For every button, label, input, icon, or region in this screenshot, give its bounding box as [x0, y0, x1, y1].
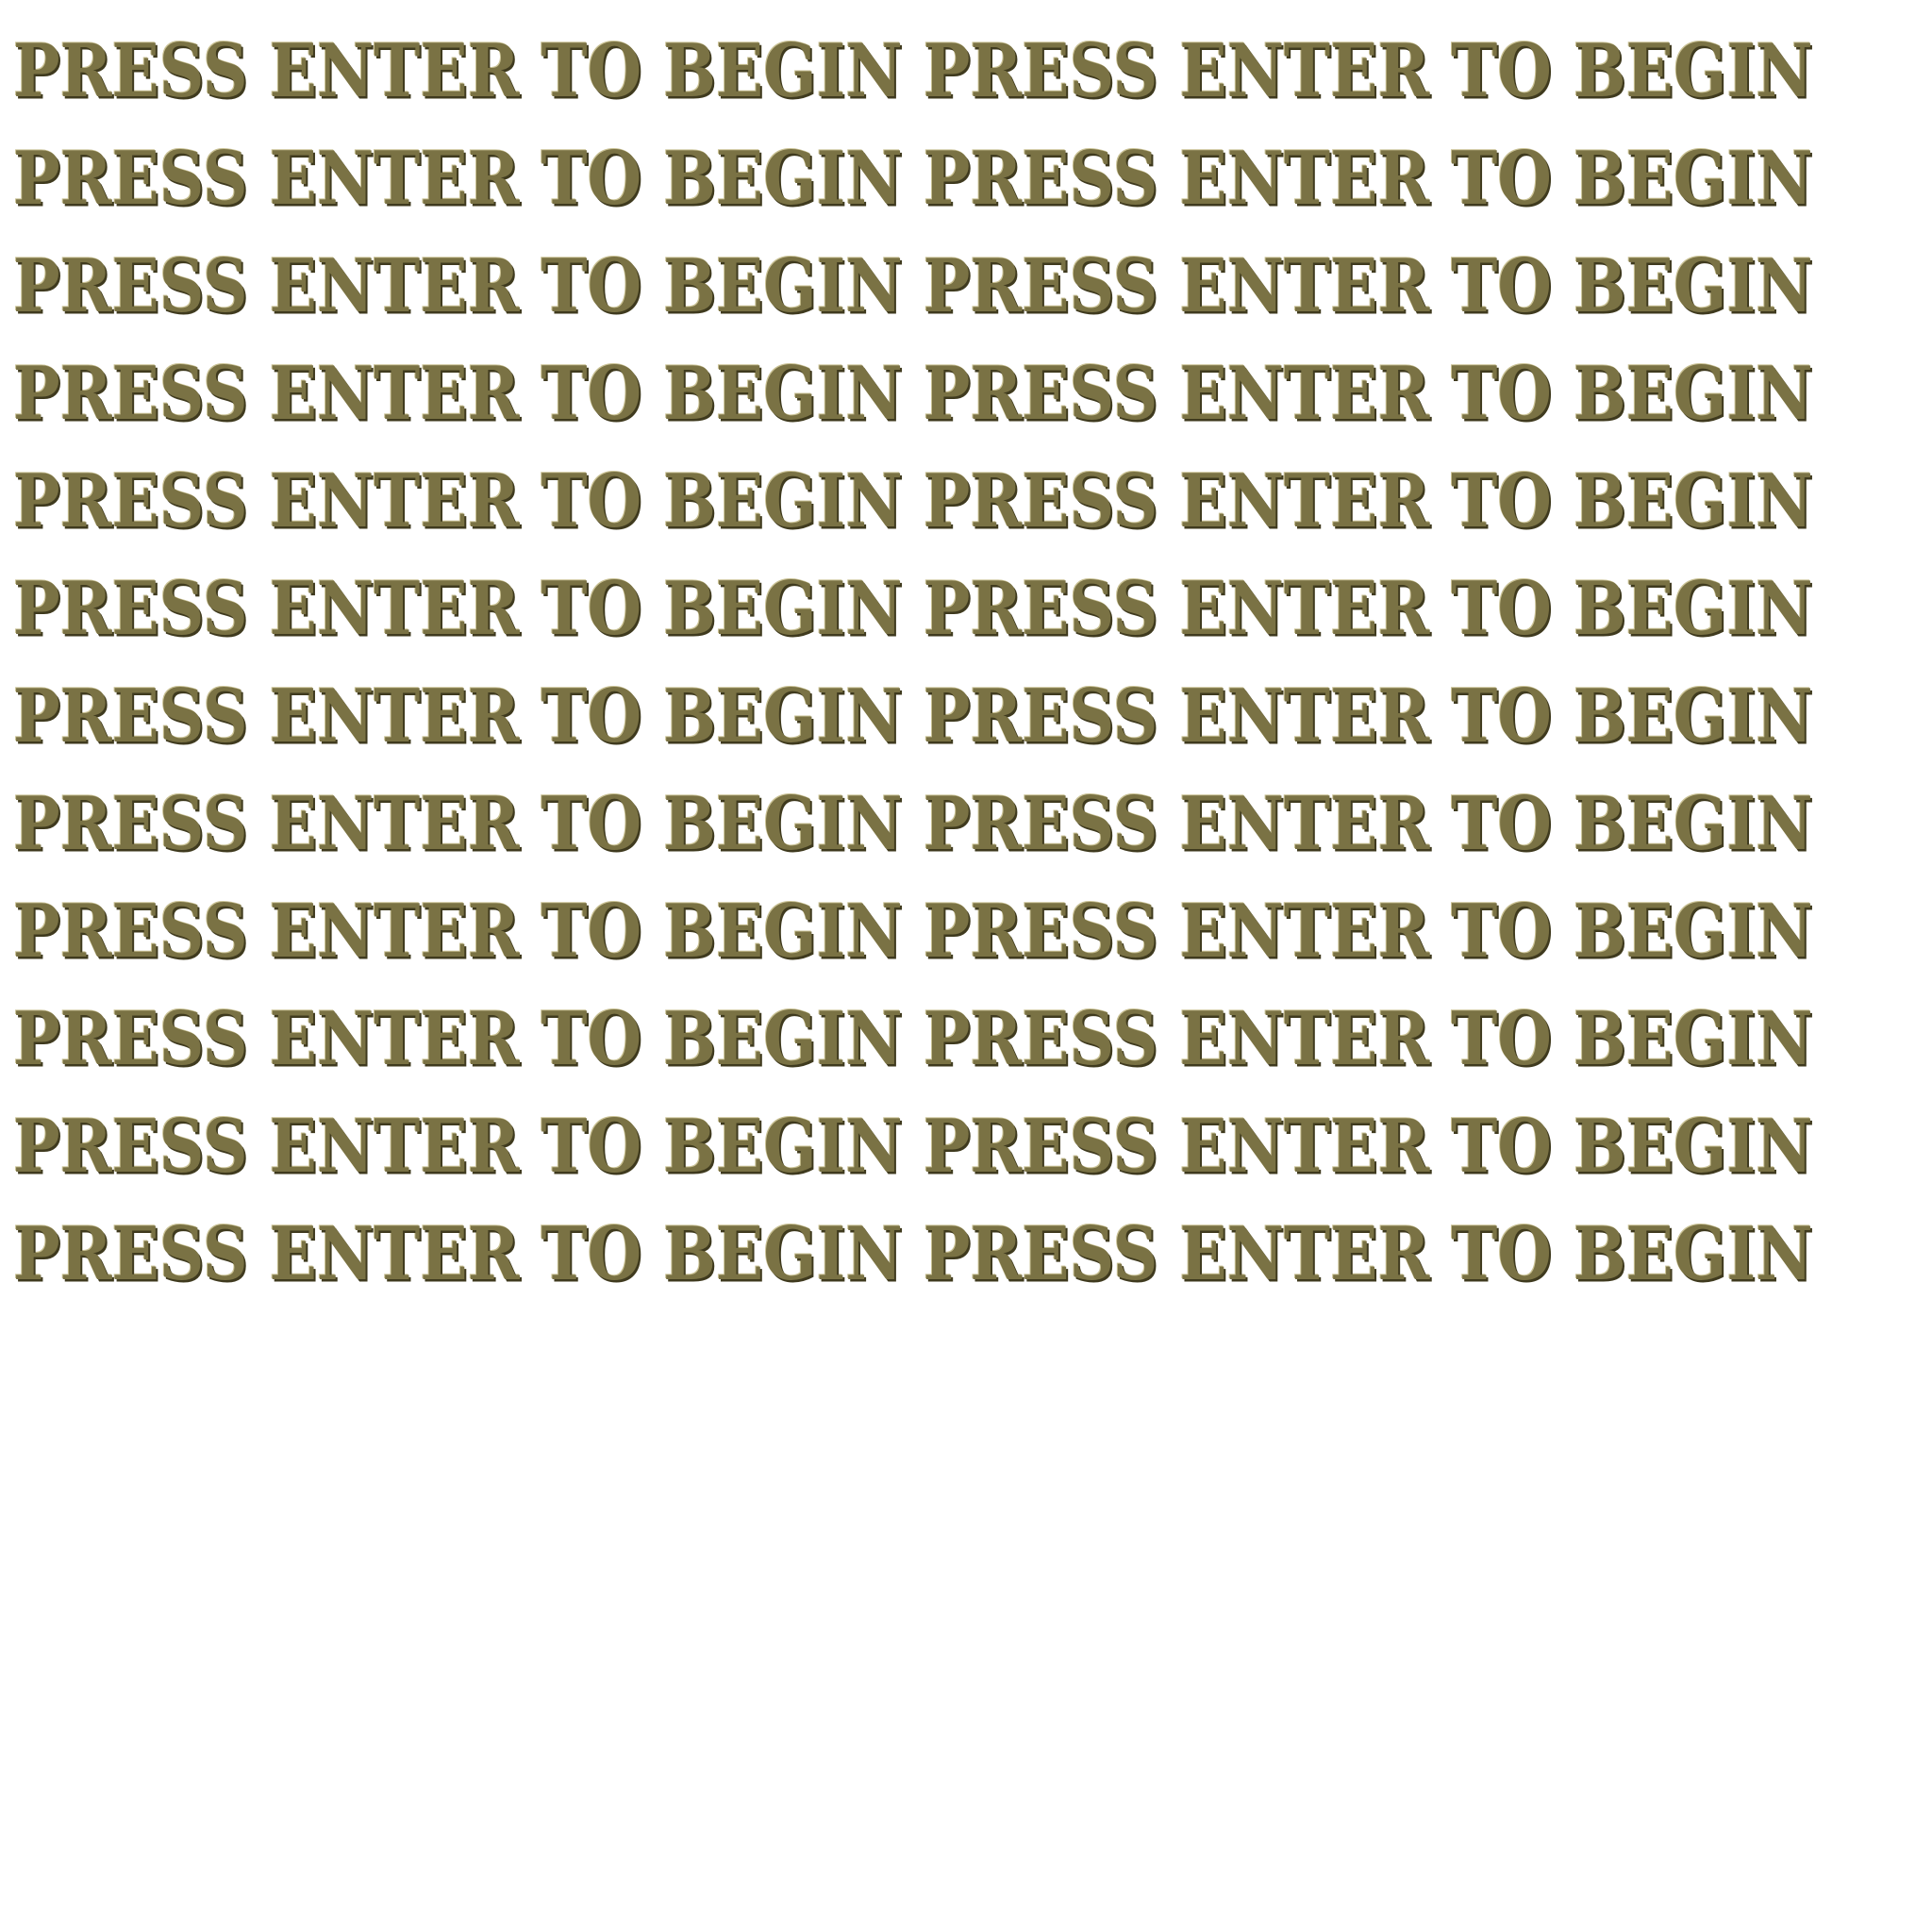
press-enter-prompt[interactable]: PRESS ENTER TO BEGIN: [13, 672, 903, 760]
press-enter-prompt[interactable]: PRESS ENTER TO BEGIN: [13, 457, 903, 545]
press-enter-prompt[interactable]: PRESS ENTER TO BEGIN: [13, 1209, 903, 1298]
prompt-row: [13, 232, 1813, 340]
prompt-row: [13, 125, 1813, 232]
press-enter-prompt[interactable]: PRESS ENTER TO BEGIN: [13, 242, 903, 330]
press-enter-prompt[interactable]: PRESS ENTER TO BEGIN: [923, 779, 1813, 868]
press-enter-prompt[interactable]: PRESS ENTER TO BEGIN: [13, 887, 903, 975]
press-enter-prompt[interactable]: PRESS ENTER TO BEGIN: [923, 887, 1813, 975]
prompt-row: [13, 985, 1813, 1092]
prompt-row: [13, 877, 1813, 985]
prompt-row: [13, 447, 1813, 555]
press-enter-prompt[interactable]: PRESS ENTER TO BEGIN: [13, 779, 903, 868]
prompt-row: [13, 1200, 1813, 1307]
press-enter-prompt[interactable]: PRESS ENTER TO BEGIN: [13, 26, 903, 115]
press-enter-prompt[interactable]: PRESS ENTER TO BEGIN: [13, 134, 903, 223]
press-enter-prompt[interactable]: PRESS ENTER TO BEGIN: [923, 1102, 1813, 1191]
press-enter-prompt[interactable]: PRESS ENTER TO BEGIN: [923, 134, 1813, 223]
prompt-row: [13, 1092, 1813, 1200]
prompt-row: [13, 770, 1813, 877]
prompt-row: [13, 17, 1813, 125]
press-enter-prompt[interactable]: PRESS ENTER TO BEGIN: [923, 457, 1813, 545]
press-enter-prompt[interactable]: PRESS ENTER TO BEGIN: [13, 564, 903, 653]
press-enter-prompt[interactable]: PRESS ENTER TO BEGIN: [923, 564, 1813, 653]
prompt-row: [13, 340, 1813, 447]
press-enter-prompt-grid: [13, 17, 1813, 1307]
prompt-row: [13, 662, 1813, 770]
press-enter-prompt[interactable]: PRESS ENTER TO BEGIN: [923, 994, 1813, 1083]
press-enter-prompt[interactable]: PRESS ENTER TO BEGIN: [923, 1209, 1813, 1298]
press-enter-prompt[interactable]: PRESS ENTER TO BEGIN: [13, 994, 903, 1083]
press-enter-prompt[interactable]: PRESS ENTER TO BEGIN: [13, 349, 903, 438]
press-enter-prompt[interactable]: PRESS ENTER TO BEGIN: [923, 242, 1813, 330]
press-enter-prompt[interactable]: PRESS ENTER TO BEGIN: [923, 26, 1813, 115]
press-enter-prompt[interactable]: PRESS ENTER TO BEGIN: [13, 1102, 903, 1191]
press-enter-prompt[interactable]: PRESS ENTER TO BEGIN: [923, 672, 1813, 760]
prompt-row: [13, 555, 1813, 662]
press-enter-prompt[interactable]: PRESS ENTER TO BEGIN: [923, 349, 1813, 438]
